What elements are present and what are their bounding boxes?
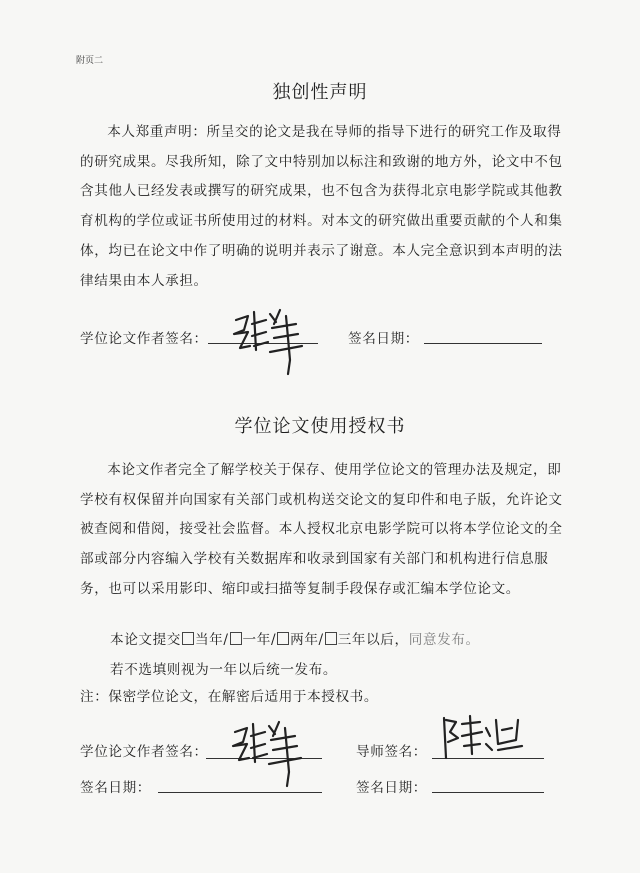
advisor-signature-label: 导师签名： (356, 744, 427, 760)
authorization-text: 本论文作者完全了解学校关于保存、使用学位论文的管理办法及规定，即学校有权保留并向国家有关部门或机构送交论文的复印件和电子版，允许论文被查阅和借阅，接受社会监督。本人授权北京电影学院可以将本学位论文的全部或部分内容编入学校有关数据库和收录到国家有关部门和机构进行信息服务，也可以采用影印、缩印或扫描等复制手段保存或汇编本学位论文。 (80, 462, 563, 597)
option-current-year: 当年 (194, 632, 224, 648)
advisor-handwritten-signature (436, 710, 530, 762)
authorization-date-line-right[interactable] (432, 792, 544, 793)
option-checkbox-two-years[interactable] (277, 632, 289, 645)
option-one-year: 一年 (242, 632, 271, 648)
declaration-text: 本人郑重声明：所呈交的论文是我在导师的指导下进行的研究工作及取得的研究成果。尽我所知，除了文中特别加以标注和致谢的地方外，论文中不包含其他人已经发表或撰写的研究成果，也不包含为获得北京电影学院或其他教育机构的学位或证书所使用过的材料。对本文的研究做出重要贡献的个人和集体，均已在论文中作了明确的说明并表示了谢意。本人完全意识到本声明的法律结果由本人承担。 (80, 124, 563, 289)
release-options-line: 本论文提交 当年/ 一年/ 两年/ 三年以后，同意发布。 (110, 632, 480, 648)
authorization-date-line-left[interactable] (158, 792, 322, 793)
author-handwritten-signature-2 (222, 712, 314, 790)
option-checkbox-three-years[interactable] (325, 632, 337, 645)
appendix-label: 附页二 (76, 56, 104, 66)
declaration-date-line[interactable] (424, 343, 542, 344)
declaration-author-signature-label: 学位论文作者签名： (80, 331, 208, 347)
authorization-date-label-left: 签名日期： (80, 780, 151, 796)
option-three-years: 三年以后 (337, 632, 395, 648)
option-checkbox-current-year[interactable] (182, 632, 194, 645)
author-handwritten-signature-1 (224, 300, 314, 378)
authorization-paragraph (80, 456, 564, 605)
declaration-date-label: 签名日期： (348, 331, 419, 347)
declaration-paragraph (80, 118, 564, 296)
agree-text: 同意发布。 (408, 632, 480, 648)
option-two-years: 两年 (290, 632, 319, 648)
option-checkbox-one-year[interactable] (230, 632, 242, 645)
confidential-note: 注：保密学位论文，在解密后适用于本授权书。 (80, 689, 379, 705)
authorization-date-label-right: 签名日期： (356, 780, 427, 796)
submission-prefix: 本论文提交 (110, 632, 181, 648)
authorization-author-signature-label: 学位论文作者签名： (80, 744, 208, 760)
authorization-title: 学位论文使用授权书 (234, 416, 406, 437)
declaration-title: 独创性声明 (272, 82, 368, 103)
default-release-text: 若不选填则视为一年以后统一发布。 (110, 662, 338, 678)
